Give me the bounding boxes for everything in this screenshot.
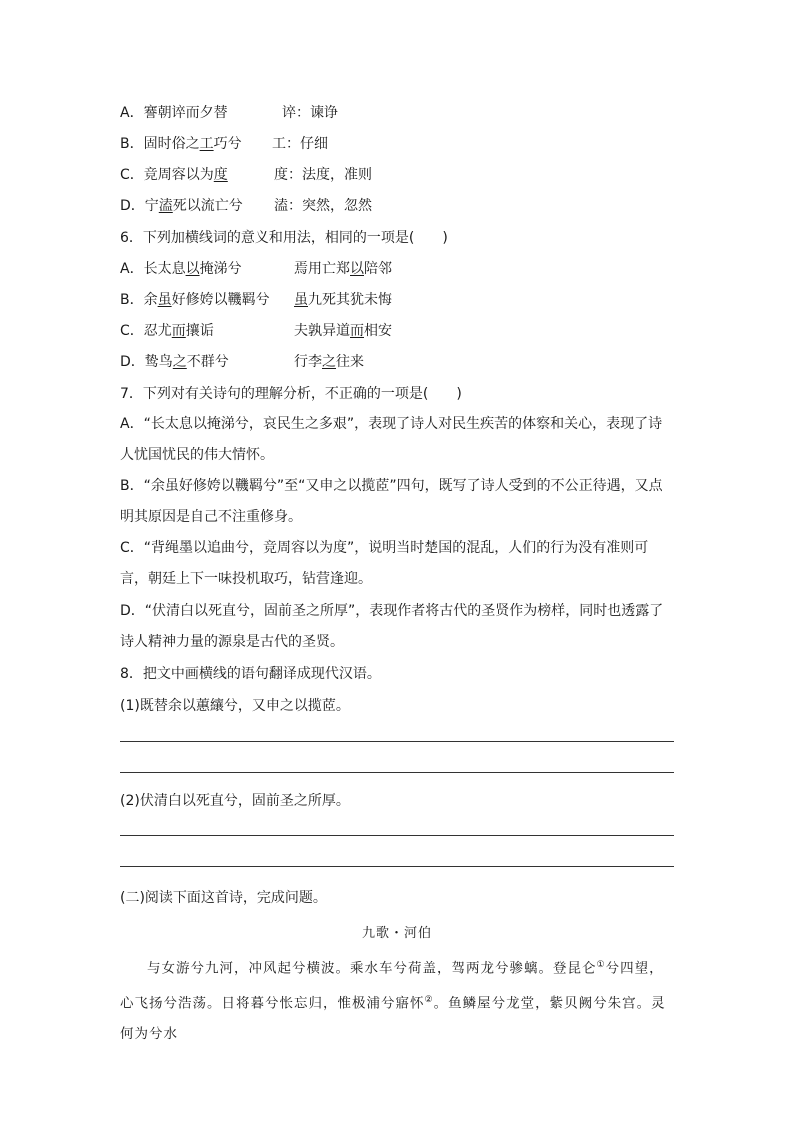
left-phrase-end: 不群兮 [186,354,229,370]
q6-option-b [120,290,392,310]
underlined-word: 虽 [157,292,172,308]
option-letter: C． [120,167,144,183]
underlined-word: 度 [213,167,228,183]
left-phrase: 鸷鸟 [144,354,173,370]
q8-item-1: (1)既替余以蕙纕兮，又申之以揽茝。 [120,698,350,714]
underlined-word: 之 [322,354,336,370]
option-letter: A． [120,105,144,121]
right-phrase: 焉用亡郑 [294,261,350,277]
answer-line[interactable] [120,741,674,742]
underlined-word: 工 [199,136,214,152]
left-phrase: 长太息 [143,261,186,277]
right-phrase-end: 九死其犹未悔 [308,292,392,308]
q6-option-d [120,352,364,372]
right-phrase-end: 相安 [364,323,392,339]
option-letter: D． [120,354,145,370]
q7-option-c: C．“背绳墨以追曲兮，竞周容以为度”，说明当时楚国的混乱，人们的行为没有准则可言，朝廷上下一味投机取巧，钻营逢迎。 [120,540,649,587]
underlined-word: 之 [172,354,187,370]
q6-stem: 6．下列加横线词的意义和用法，相同的一项是( ) [120,230,448,246]
footnote-marker: ② [424,994,434,1005]
left-phrase: 余 [143,292,158,308]
option-letter: D． [120,198,145,214]
underlined-word: 而 [171,323,186,339]
option-phrase: 宁 [144,198,159,214]
poem-segment: 与女游兮九河，冲风起兮横波。乘水车兮荷盖，驾两龙兮骖螭。登昆仑 [147,960,597,977]
answer-line[interactable] [120,866,674,867]
left-phrase-end: 攘诟 [185,323,214,339]
left-phrase-end: 好修姱以鞿羁兮 [171,292,270,308]
underlined-word: 而 [350,323,364,339]
q5-option-d [120,196,372,216]
option-letter: A． [120,261,144,277]
option-gloss: 谇：谏诤 [282,105,338,121]
option-gloss: 溘：突然，忽然 [274,198,372,214]
q8-item-2: (2)伏清白以死直兮，固前圣之所厚。 [120,793,350,809]
q6-option-c [120,321,392,341]
option-phrase: 竞周容以为 [143,167,214,183]
underlined-word: 以 [350,261,364,277]
q5-option-a [120,103,338,123]
q7-option-d: D．“伏清白以死直兮，固前圣之所厚”，表现作者将古代的圣贤作为榜样，同时也透露了诗人精神力量的源泉是古代的圣贤。 [120,603,664,650]
poem-segment: 。鱼鳞屋兮龙堂，紫贝阙兮朱宫。灵何为兮水 [120,995,666,1042]
option-letter: B． [120,292,144,308]
right-phrase: 夫孰异道 [294,323,350,339]
underlined-word: 溘 [158,198,173,214]
answer-line[interactable] [120,835,674,836]
q5-option-c [120,165,372,185]
right-phrase: 行李 [294,354,322,370]
q5-option-b [120,134,328,154]
option-phrase-end: 巧兮 [213,136,242,152]
option-phrase: 固时俗之 [143,136,200,152]
q7-option-b: B．“余虽好修姱以鞿羁兮”至“又申之以揽茝”四句，既写了诗人受到的不公正待遇，又点明其原因是自己不注重修身。 [120,478,663,525]
q8-stem: 8．把文中画横线的语句翻译成现代汉语。 [120,666,381,682]
poem-segment: 兮四望，心飞扬兮浩荡。日将暮兮怅忘归，惟极浦兮寤怀 [120,960,664,1011]
option-gloss: 工：仔细 [272,136,328,152]
underlined-word: 以 [185,261,200,277]
footnote-marker: ① [596,960,606,970]
underlined-word: 虽 [294,292,308,308]
left-phrase: 忍尤 [143,323,172,339]
option-phrase-end: 死以流亡兮 [172,198,243,214]
left-phrase-end: 掩涕兮 [199,261,242,277]
poem-text [120,950,676,1050]
q7-option-a: A．“长太息以掩涕兮，哀民生之多艰”，表现了诗人对民生疾苦的体察和关心，表现了诗人忧国忧民的伟大情怀。 [120,416,663,463]
q6-option-a [120,259,392,279]
option-phrase: 謇朝谇而夕替 [143,105,228,121]
section-heading: (二)阅读下面这首诗，完成问题。 [120,890,327,906]
poem-title: 九歌・河伯 [361,926,432,941]
option-gloss: 度：法度，准则 [274,167,372,183]
option-letter: C． [120,323,144,339]
answer-line[interactable] [120,772,674,773]
right-phrase-end: 陪邻 [364,261,392,277]
option-letter: B． [120,136,144,152]
q7-stem: 7．下列对有关诗句的理解分析，不正确的一项是( ) [120,386,462,402]
right-phrase-end: 往来 [336,354,364,370]
